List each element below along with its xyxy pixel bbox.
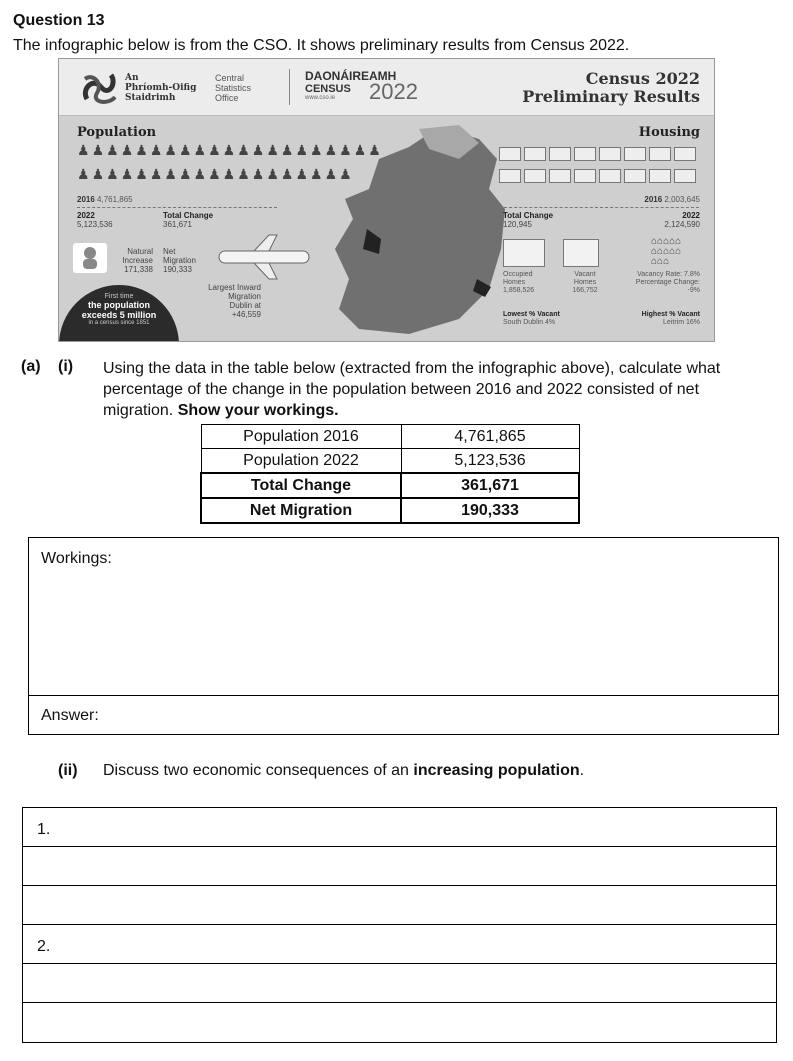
infographic-header [59,59,714,116]
answer-line[interactable] [23,886,776,925]
lowest-vacant: Lowest % Vacant South Dublin 4% [503,311,560,326]
cso-english-name: Central Statistics Office [215,73,252,103]
headline-census: Census 2022 [585,69,700,88]
cso-logo-icon [79,69,119,107]
header-divider [289,69,290,105]
housing-2016: 2016 2,003,645 [644,195,700,204]
part-i-marker: (i) [58,358,74,375]
housing-2022: 2022 2,124,590 [664,211,700,229]
part-ii-marker: (ii) [58,762,78,779]
pop-total-change: Total Change 361,671 [163,211,214,229]
population-data-table [200,424,580,524]
table-row: Net Migration 190,333 [201,498,579,523]
table-row: Population 2016 4,761,865 [201,425,579,449]
housing-heading: Housing [638,125,700,140]
cso-irish-name: An Phríomh-Oifig Staidrimh [125,73,197,103]
census-irish-title: DAONÁIREAMH [305,69,397,83]
natural-increase: Natural Increase 171,338 [122,247,153,274]
baby-icon [73,243,107,273]
part-a-marker: (a) [21,358,41,375]
answer-line-1[interactable]: 1. [23,808,776,847]
people-row-1: ♟ ♟ ♟ ♟ ♟ ♟ ♟ ♟ ♟ ♟ ♟ ♟ ♟ ♟ ♟ ♟ ♟ ♟ ♟ ♟ ♟ [77,142,381,158]
census-year: 2022 [369,79,418,104]
housing-divider [499,207,699,208]
pop-2016: 2016 4,761,865 [77,195,133,204]
answer-line[interactable] [23,847,776,886]
question-intro: The infographic below is from the CSO. It shows preliminary results from Census 2022. [13,37,630,54]
occupied-house-icon [503,239,545,267]
table-row: Total Change 361,671 [201,473,579,498]
workings-label: Workings: [41,550,112,567]
vacant-house-icon [563,239,599,267]
answer-line[interactable] [23,1003,776,1042]
census-url: www.cso.ie [305,95,336,101]
pop-divider [77,207,277,208]
table-row: Population 2022 5,123,536 [201,449,579,474]
census-infographic [58,58,715,342]
workings-box[interactable] [28,537,779,696]
population-milestone-badge: First time the population exceeds 5 million in a census since 1851 [59,285,179,342]
occupied-homes: Occupied Homes 1,858,526 [503,271,535,294]
part-a-emphasis: Show your workings. [177,402,339,419]
house-row-1 [499,147,696,161]
largest-migration: Largest Inward Migration Dublin at +46,559 [208,283,261,319]
part-a-question: Using the data in the table below (extracted from the infographic above), calculate what percentage of the change in the population between 2016 and 2022 consisted of net migration. Show your workings. [103,360,721,419]
answer-lines [22,807,777,1043]
census-word: CENSUS [305,83,351,95]
vacancy-rate: Vacancy Rate: 7.8% Percentage Change: -9% [635,271,700,294]
vacancy-houses-icon: ⌂⌂⌂⌂⌂ ⌂⌂⌂⌂⌂ ⌂⌂⌂ [651,236,682,267]
answer-box[interactable] [28,695,779,735]
part-ii-emphasis: increasing population [413,762,580,779]
highest-vacant: Highest % Vacant Leitrim 16% [641,311,700,326]
housing-total-change: Total Change 120,945 [503,211,554,229]
vacant-homes: Vacant Homes 166,752 [572,271,598,294]
pop-2022: 2022 5,123,536 [77,211,113,229]
question-title: Question 13 [13,12,105,29]
house-row-2 [499,169,696,183]
answer-line[interactable] [23,964,776,1003]
part-ii-question: Discuss two economic consequences of an increasing population. [103,762,585,779]
population-heading: Population [77,125,157,140]
net-migration: Net Migration 190,333 [163,247,196,274]
answer-line-2[interactable]: 2. [23,925,776,964]
headline-preliminary: Preliminary Results [522,87,700,106]
people-row-2: ♟ ♟ ♟ ♟ ♟ ♟ ♟ ♟ ♟ ♟ ♟ ♟ ♟ ♟ ♟ ♟ ♟ ♟ ♟ [77,166,352,182]
answer-label: Answer: [41,707,99,724]
airplane-icon [209,233,319,281]
